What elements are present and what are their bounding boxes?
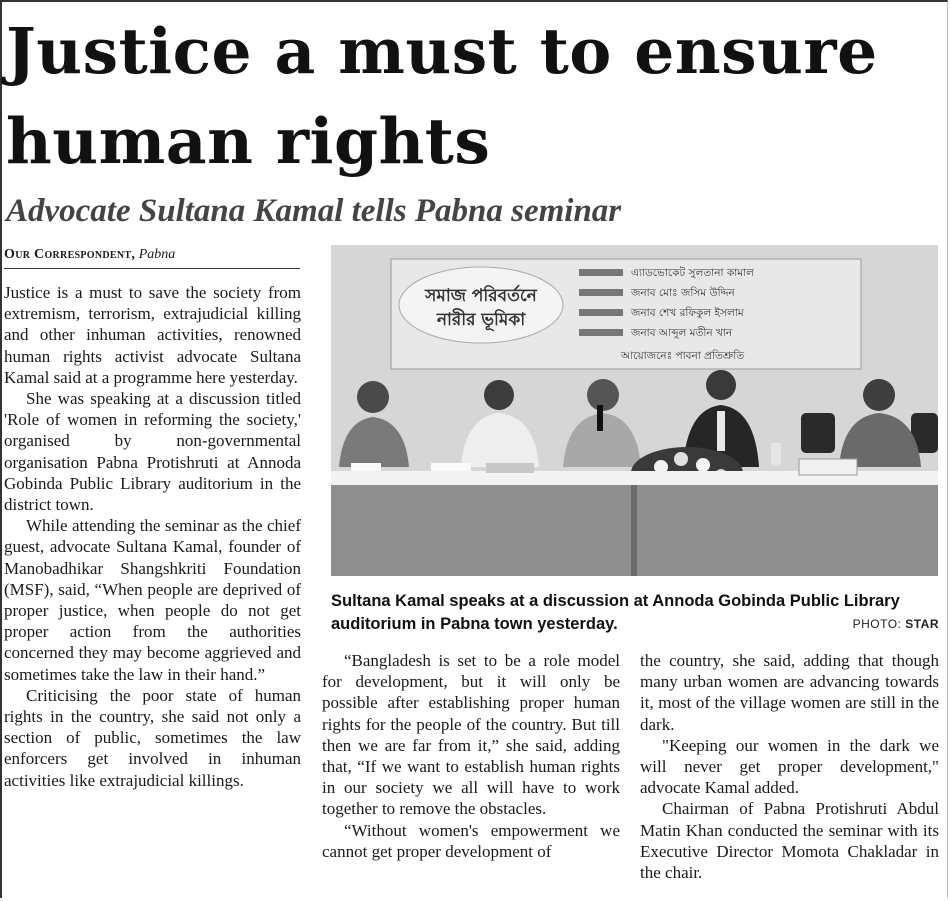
paragraph: While attending the seminar as the chief guest, advocate Sultana Kamal, founder of Manobadhikar Shangshkriti Foundation (MSF), said, “When people are deprived of proper justice, when people do not get proper action from the authorities concerned they may become aggrieved and sometimes take the law in their hand.” — [4, 516, 301, 684]
banner-speaker: জনাব শেখ রফিকুল ইসলাম — [631, 307, 744, 319]
photo-credit-source: STAR — [905, 617, 939, 631]
headline: Justice a must to ensure human rights — [6, 14, 878, 178]
article-column-2 — [322, 650, 620, 862]
paragraph: Criticising the poor state of human rights in the country, she said not only a section of public, sometimes the law enforcers get involved in inhuman activities like extrajudicial killings. — [4, 685, 301, 790]
banner-title-line1: সমাজ পরিবর্তনে — [425, 286, 537, 306]
photo-caption: Sultana Kamal speaks at a discussion at Annoda Gobinda Public Library auditorium in Pabna town yesterday. — [331, 592, 900, 633]
paragraph: Justice is a must to save the society from extremism, terrorism, extrajudicial killing and other inhuman activities, renowned human rights activist advocate Sultana Kamal said at a programme here yesterday. — [4, 283, 301, 387]
seminar-photo-illustration — [331, 245, 938, 576]
banner-speaker: জনাব আব্দুল মতীন খান — [631, 327, 733, 339]
byline-place: Pabna — [138, 247, 176, 262]
photo-credit — [853, 617, 939, 631]
byline — [4, 246, 300, 269]
article-column-3 — [640, 650, 939, 883]
paragraph: “Bangladesh is set to be a role model for development, but it will only be possible after establishing proper human rights for the people of the country. But till then we are far from it,” she said, adding that, “If we want to establish human rights in our society we all will have to work together to remove the obstacles. — [322, 651, 620, 819]
paragraph: She was speaking at a discussion titled 'Role of women in reforming the society,' organised by non-governmental organisation Pabna Protishruti at Annoda Gobinda Public Library auditorium in the district town. — [4, 389, 301, 515]
seminar-photo — [331, 245, 938, 576]
banner-speaker: জনাব মোঃ জসিম উদ্দিন — [631, 287, 735, 299]
byline-author: Our Correspondent, — [4, 247, 136, 262]
paragraph: the country, she said, adding that though many urban women are advancing towards it, most of the village women are still in the dark. — [640, 651, 939, 734]
article-column-1 — [4, 282, 301, 791]
banner-organizer: আয়োজনেঃ পাবনা প্রতিশ্রুতি — [621, 350, 745, 362]
photo-credit-label: PHOTO: — [852, 617, 902, 631]
paragraph: Chairman of Pabna Protishruti Abdul Matin Khan conducted the seminar with its Executive Director Momota Chakladar in the chair. — [640, 799, 939, 883]
subheadline: Advocate Sultana Kamal tells Pabna seminar — [6, 193, 622, 229]
banner-title-line2: নারীর ভূমিকা — [436, 310, 526, 330]
paragraph: "Keeping our women in the dark we will never get proper development," advocate Kamal added. — [640, 735, 939, 798]
banner-speaker: এ্যাডভোকেট সুলতানা কামাল — [631, 267, 754, 279]
stage-banner — [391, 259, 861, 369]
paragraph: “Without women's empowerment we cannot get proper development of — [322, 820, 620, 861]
